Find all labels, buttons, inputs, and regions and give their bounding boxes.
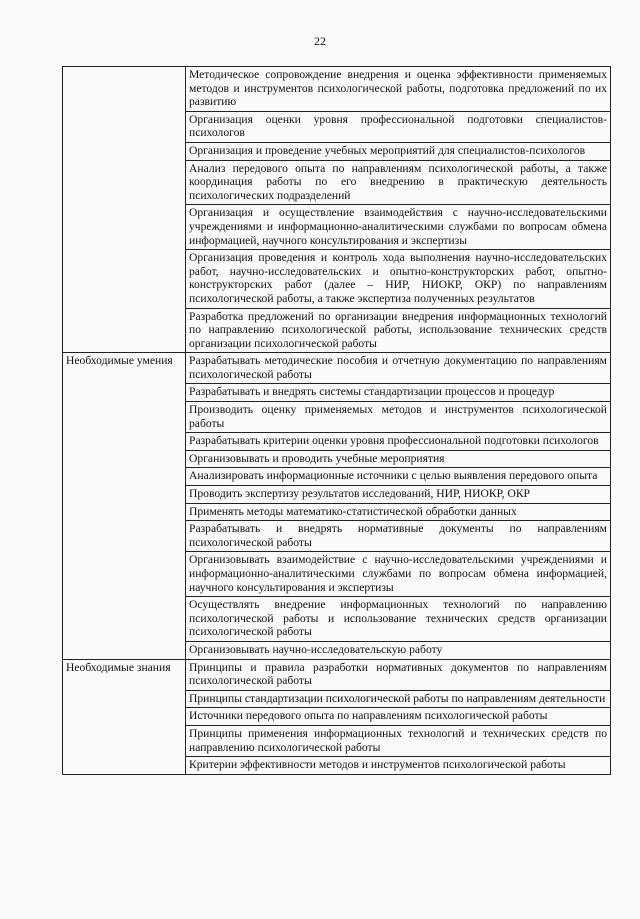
table-cell-description: Принципы и правила разработки нормативных документов по направлениям психологической работы (186, 659, 611, 690)
table-cell-description: Разрабатывать и внедрять системы стандартизации процессов и процедур (186, 384, 611, 402)
table-cell-description: Организовывать взаимодействие с научно-исследовательскими учреждениями и информационно-аналитическими службами по вопросам обмена информацией, научного консультирования и экспертизы (186, 552, 611, 597)
table-cell-description: Разработка предложений по организации внедрения информационных технологий по направлению психологической работы, использование технических средств организации психологической работы (186, 308, 611, 353)
table-cell-description: Производить оценку применяемых методов и инструментов психологической работы (186, 402, 611, 433)
table-cell-description: Организация и осуществление взаимодействия с научно-исследовательскими учреждениями и информационно-аналитическими службами по вопросам обмена информацией, научного консультирования и экспертизы (186, 205, 611, 250)
table-cell-description: Организация оценки уровня профессиональной подготовки специалистов-психологов (186, 111, 611, 142)
table-cell-description: Проводить экспертизу результатов исследований, НИР, НИОКР, ОКР (186, 486, 611, 504)
table-cell-description: Организация и проведение учебных мероприятий для специалистов-психологов (186, 142, 611, 160)
table-cell-description: Разрабатывать и внедрять нормативные документы по направлениям психологической работы (186, 521, 611, 552)
table-cell-description: Разрабатывать критерии оценки уровня профессиональной подготовки психологов (186, 433, 611, 451)
table-cell-description: Организация проведения и контроль хода выполнения научно-исследовательских работ, научно-исследовательских и опытно-конструкторских работ, опытно-конструкторских работ (далее – НИР, НИОКР, ОКР) по направлениям психологической работы, а также экспертиза полученных результатов (186, 250, 611, 308)
section-label (63, 67, 186, 353)
table-cell-description: Источники передового опыта по направлениям психологической работы (186, 708, 611, 726)
table-cell-description: Организовывать научно-исследовательскую работу (186, 641, 611, 659)
table-row (63, 659, 611, 690)
table-row (63, 67, 611, 112)
table-cell-description: Методическое сопровождение внедрения и оценка эффективности применяемых методов и инструментов психологической работы, подготовка предложений по их развитию (186, 67, 611, 112)
table-cell-description: Принципы применения информационных технологий и технических средств по направлению психологической работы (186, 725, 611, 756)
section-label: Необходимые умения (63, 353, 186, 659)
table-cell-description: Применять методы математико-статистической обработки данных (186, 503, 611, 521)
table-cell-description: Разрабатывать методические пособия и отчетную документацию по направлениям психологической работы (186, 353, 611, 384)
table-cell-description: Осуществлять внедрение информационных технологий по направлению психологической работы и использование технических средств организации психологической работы (186, 597, 611, 642)
page-number: 22 (314, 34, 326, 48)
competency-table (62, 66, 611, 775)
table-cell-description: Критерии эффективности методов и инструментов психологической работы (186, 757, 611, 775)
table-cell-description: Анализировать информационные источники с целью выявления передового опыта (186, 468, 611, 486)
table-cell-description: Анализ передового опыта по направлениям психологической работы, а также координация работы по его внедрению в практическую деятельность психологических подразделений (186, 160, 611, 205)
section-label: Необходимые знания (63, 659, 186, 774)
competency-table-body (63, 67, 611, 775)
table-row (63, 353, 611, 384)
table-cell-description: Организовывать и проводить учебные мероприятия (186, 450, 611, 468)
table-cell-description: Принципы стандартизации психологической работы по направлениям деятельности (186, 690, 611, 708)
